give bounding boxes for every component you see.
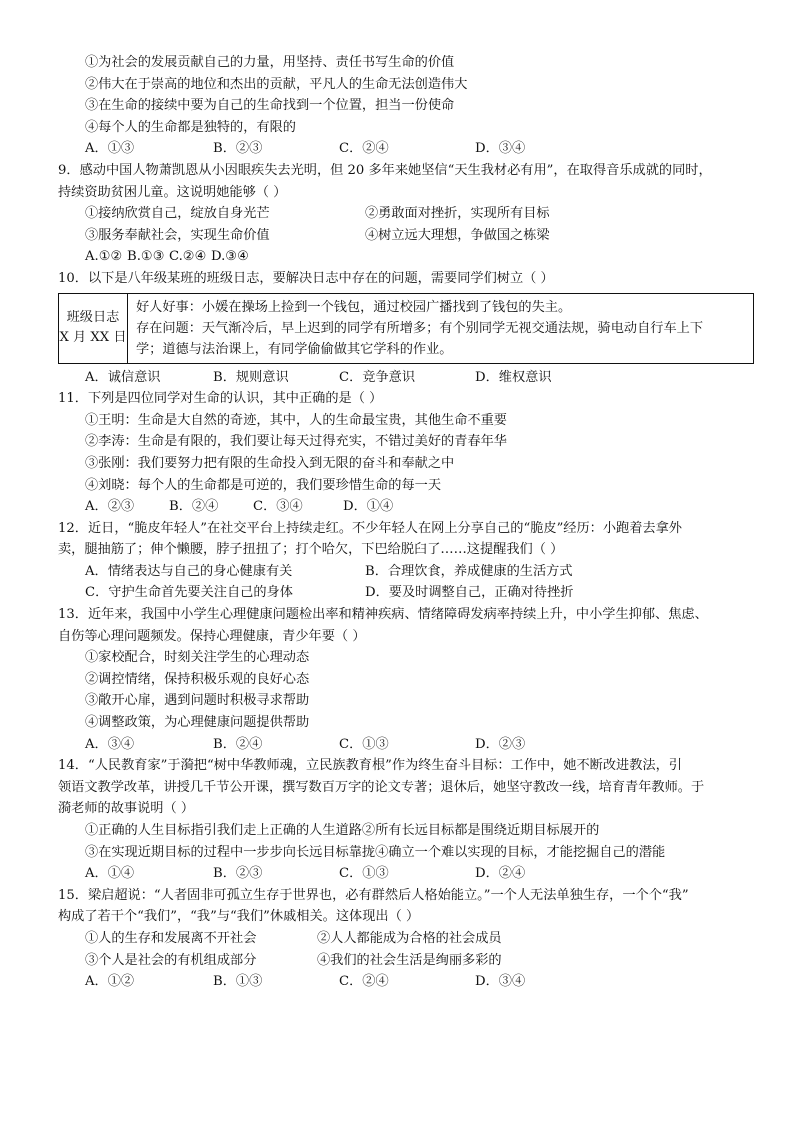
q14-statements-1-2: ①正确的人生目标指引我们走上正确的人生道路②所有长远目标都是围绕近期目标展开的 [85, 823, 600, 838]
q14-option-d: D．②④ [475, 866, 526, 882]
q12-option-a: A．情绪表达与自己的身心健康有关 [85, 563, 293, 579]
class-log-label-title: 班级日志 [66, 310, 120, 326]
q15-stem-line-2: 构成了若干个“我们”，“我”与“我们”休戚相关。这体现出（ ） [58, 909, 420, 925]
q15-statements-row-2 [58, 950, 748, 972]
q12-options-row-1 [58, 561, 748, 583]
q15-stem-line-1: 15．梁启超说：“人者固非可孤立生存于世界也，必有群然后人格始能立。”一个人无法单独生存，一个个“我” [58, 887, 689, 903]
q13-statement-3: ③敞开心扉，遇到问题时积极寻求帮助 [85, 693, 310, 709]
q14-stem-line-3: 漪老师的故事说明（ ） [58, 801, 195, 817]
q11-stem: 11．下列是四位同学对生命的认识，其中正确的是（ ） [58, 391, 383, 407]
q9-stem-line-1: 9．感动中国人物萧凯恩从小因眼疾失去光明，但 20 多年来她坚信“天生我材必有用”，在取得音乐成就的同时， [58, 162, 712, 178]
q14-statements-3-4: ③在实现近期目标的过程中一步步向长远目标靠拢④确立一个难以实现的目标，才能挖掘自己的潜能 [85, 844, 666, 860]
q8-statement-4: ④每个人的生命都是独特的，有限的 [85, 119, 296, 135]
exam-page [58, 52, 748, 993]
q14-options [58, 863, 748, 885]
q11-options [58, 496, 748, 518]
q8-option-d: D．③④ [475, 141, 526, 157]
q12-options-row-2 [58, 582, 748, 604]
q15-option-d: D．③④ [475, 974, 526, 990]
q13-stem-line-1: 13．近年来，我国中小学生心理健康问题检出率和精神疾病、情绪障碍发病率持续上升，中小学生抑郁、焦虑、 [58, 607, 708, 623]
q13-statement-2: ②调控情绪，保持积极乐观的良好心态 [85, 671, 310, 687]
q15-statement-2: ②人人都能成为合格的社会成员 [317, 930, 502, 946]
q11-option-c: C．③④ [253, 499, 303, 515]
q14-stem-line-1: 14．“人民教育家”于漪把“树中华教师魂，立民族教育根”作为终生奋斗目标：工作中，她不断改进教法，引 [58, 758, 682, 774]
q14-option-b: B．②③ [213, 866, 263, 882]
q9-option-b: B.①③ [127, 249, 165, 265]
class-log-label [59, 294, 128, 363]
q13-options [58, 734, 748, 756]
q8-option-c: C．②④ [339, 141, 389, 157]
q13-statement-4: ④调整政策，为心理健康问题提供帮助 [85, 715, 310, 731]
q11-statement-4: ④刘晓：每个人的生命都是可逆的，我们要珍惜生命的每一天 [85, 477, 442, 493]
q9-statement-1: ①接纳欣赏自己，绽放自身光芒 [85, 206, 270, 222]
q15-option-a: A．①② [85, 974, 135, 990]
q10-option-d: D．维权意识 [475, 369, 552, 385]
q8-statement-1: ①为社会的发展贡献自己的力量，用坚持、责任书写生命的价值 [85, 55, 455, 70]
q13-stem-line-2: 自伤等心理问题频发。保持心理健康，青少年要（ ） [58, 628, 366, 644]
class-log-line-1: 好人好事：小媛在操场上捡到一个钱包，通过校园广播找到了钱包的失主。 [136, 299, 572, 315]
q10-option-a: A．诚信意识 [85, 369, 161, 385]
q15-statement-1: ①人的生存和发展离不开社会 [85, 930, 257, 946]
q15-statement-3: ③个人是社会的有机组成部分 [85, 952, 257, 968]
q9-statement-2: ②勇敢面对挫折，实现所有目标 [365, 206, 550, 222]
q13-statement-1: ①家校配合，时刻关注学生的心理动态 [85, 650, 310, 666]
q9-statements-row-2 [58, 225, 748, 247]
q12-option-c: C．守护生命首先要关注自己的身体 [85, 585, 293, 601]
q13-option-c: C．①③ [339, 736, 389, 752]
q13-option-a: A．③④ [85, 736, 135, 752]
q11-option-a: A．②③ [85, 499, 135, 515]
q15-option-c: C．②④ [339, 974, 389, 990]
q9-statement-4: ④树立远大理想，争做国之栋梁 [365, 227, 550, 243]
q8-options [58, 138, 748, 160]
q13-option-d: D．②③ [475, 736, 526, 752]
q8-statement-3: ③在生命的接续中要为自己的生命找到一个位置，担当一份使命 [85, 98, 455, 114]
q11-statement-1: ①王明：生命是大自然的奇迹，其中，人的生命最宝贵，其他生命不重要 [85, 412, 507, 428]
q15-statement-4: ④我们的社会生活是绚丽多彩的 [317, 952, 502, 968]
q10-option-c: C．竞争意识 [339, 369, 416, 385]
q11-option-b: B．②④ [169, 499, 219, 515]
q12-stem-line-2: 卖，腿抽筋了；伸个懒腰，脖子扭扭了；打个哈欠，下巴给脱臼了……这提醒我们（ ） [58, 542, 564, 558]
class-log-content [128, 294, 753, 363]
q9-option-c: C.②④ [169, 249, 207, 265]
q12-stem-line-1: 12．近日，“脆皮年轻人”在社交平台上持续走红。不少年轻人在网上分享自己的“脆皮”经历：小跑着去拿外 [58, 520, 682, 536]
q9-option-d: D.③④ [211, 249, 249, 265]
q15-options [58, 971, 748, 993]
q15-statements-row-1 [58, 928, 748, 950]
q12-option-d: D．要及时调整自己，正确对待挫折 [365, 585, 574, 601]
q8-statement-2: ②伟大在于崇高的地位和杰出的贡献，平凡人的生命无法创造伟大 [85, 76, 468, 92]
q10-stem: 10．以下是八年级某班的班级日志，要解决日志中存在的问题，需要同学们树立（ ） [58, 270, 554, 286]
class-log-line-2: 存在问题：天气渐冷后，早上迟到的同学有所增多；有个别同学无视交通法规，骑电动自行车上下 [136, 320, 704, 336]
q8-option-a: A．①③ [85, 141, 135, 157]
class-log-label-date: X 月 XX 日 [59, 330, 127, 346]
q14-option-c: C．①③ [339, 866, 389, 882]
q11-statement-3: ③张刚：我们要努力把有限的生命投入到无限的奋斗和奉献之中 [85, 455, 455, 471]
q9-statement-3: ③服务奉献社会，实现生命价值 [85, 227, 270, 243]
q9-options [58, 246, 748, 268]
q14-option-a: A．①④ [85, 866, 135, 882]
q9-stem-line-2: 持续资助贫困儿童。这说明她能够（ ） [58, 184, 287, 200]
q9-option-a: A.①② [85, 249, 123, 265]
q10-options [58, 367, 748, 389]
q11-option-d: D．①④ [343, 499, 394, 515]
q12-option-b: B．合理饮食，养成健康的生活方式 [365, 563, 573, 579]
q14-stem-line-2: 领语文教学改革，讲授几千节公开课，撰写数百万字的论文专著；退休后，她坚守教改一线，培育青年教师。于 [58, 779, 705, 795]
q11-statement-2: ②李涛：生命是有限的，我们要让每天过得充实，不错过美好的青春年华 [85, 434, 507, 450]
q15-option-b: B．①③ [213, 974, 263, 990]
class-log-box [58, 293, 754, 364]
q8-option-b: B．②③ [213, 141, 263, 157]
q13-option-b: B．②④ [213, 736, 263, 752]
class-log-line-3: 学；道德与法治课上，有同学偷偷做其它学科的作业。 [136, 341, 453, 357]
q9-statements-row-1 [58, 203, 748, 225]
q10-option-b: B．规则意识 [213, 369, 289, 385]
